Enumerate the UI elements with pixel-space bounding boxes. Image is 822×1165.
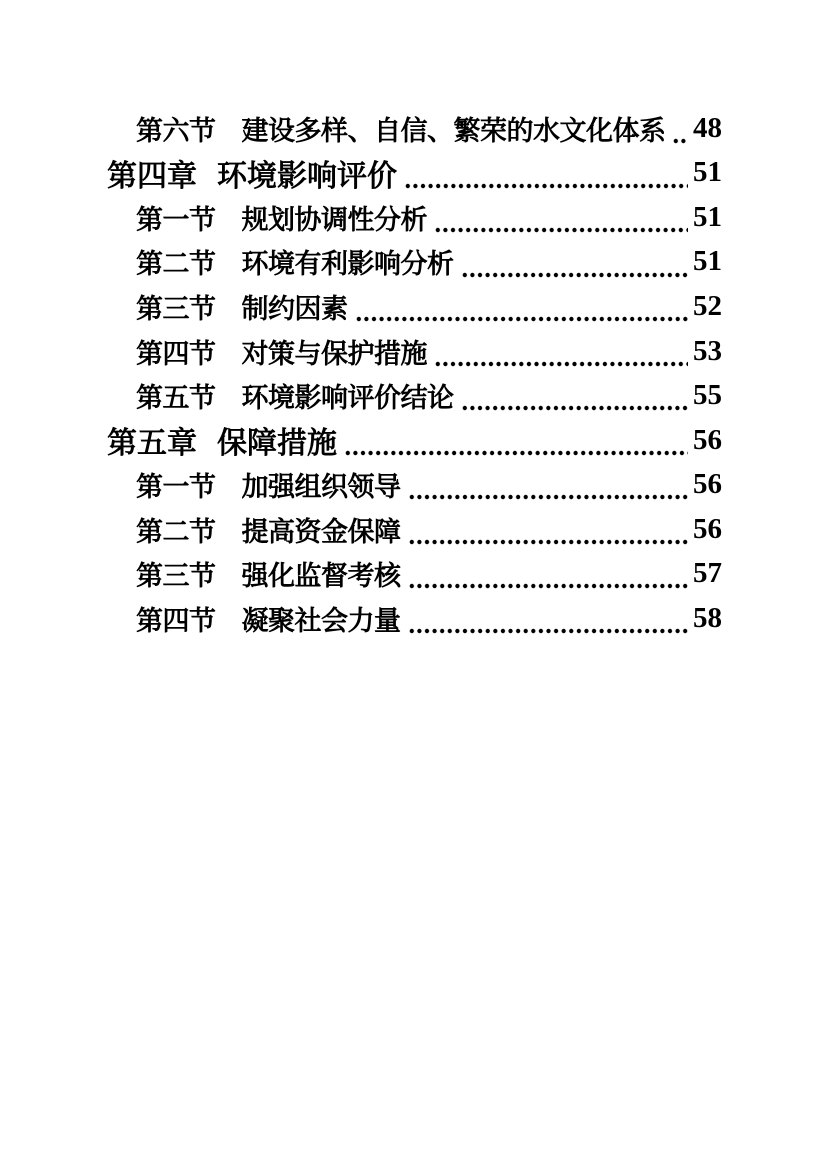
toc-entry-label: 第五节 <box>136 383 216 414</box>
toc-entry-label: 第四节 <box>136 605 216 636</box>
toc-entry-title: 加强组织领导 <box>241 472 401 503</box>
toc-entry-label: 第六节 <box>136 115 216 146</box>
toc-page-number: 58 <box>693 601 722 634</box>
toc-entry <box>0 284 822 329</box>
toc-dot-leader <box>434 329 688 374</box>
toc-dot-leader <box>355 284 689 329</box>
toc-entry <box>0 195 822 240</box>
toc-dot-leader <box>344 418 688 463</box>
toc-entry <box>0 106 822 151</box>
toc-entry-label: 第四章 <box>107 159 197 193</box>
toc-entry-title: 建设多样、自信、繁荣的水文化体系 <box>241 115 665 146</box>
toc-dot-leader <box>408 507 689 552</box>
toc-entry <box>0 373 822 418</box>
toc-page-number: 52 <box>693 289 722 322</box>
toc-dot-leader <box>672 106 688 151</box>
toc-entry-title: 提高资金保障 <box>241 516 401 547</box>
toc-page-number: 56 <box>693 512 722 545</box>
toc-dot-leader <box>461 240 689 285</box>
toc-entry <box>0 418 822 463</box>
toc-entry-label: 第一节 <box>136 204 216 235</box>
toc-dot-leader <box>408 596 689 641</box>
toc-page-number: 57 <box>693 557 722 590</box>
toc <box>0 106 822 641</box>
toc-entry <box>0 240 822 285</box>
toc-entry <box>0 151 822 196</box>
toc-page-number: 53 <box>693 334 722 367</box>
toc-entry-title: 凝聚社会力量 <box>241 605 401 636</box>
toc-entry <box>0 551 822 596</box>
toc-page-number: 56 <box>693 423 722 456</box>
toc-entry-label: 第五章 <box>107 427 197 461</box>
toc-entry-title: 保障措施 <box>217 427 337 461</box>
toc-dot-leader <box>461 373 689 418</box>
toc-dot-leader <box>434 195 688 240</box>
toc-entry-label: 第三节 <box>136 293 216 324</box>
toc-entry-title: 环境有利影响分析 <box>241 249 454 280</box>
toc-entry-title: 环境影响评价 <box>217 159 397 193</box>
toc-entry-title: 强化监督考核 <box>241 561 401 592</box>
toc-entry-title: 对策与保护措施 <box>241 338 427 369</box>
toc-page-number: 48 <box>693 111 722 144</box>
toc-page-number: 51 <box>693 156 722 189</box>
toc-dot-leader <box>408 551 689 596</box>
toc-page-number: 56 <box>693 468 722 501</box>
toc-entry-label: 第三节 <box>136 561 216 592</box>
toc-page-number: 51 <box>693 200 722 233</box>
toc-entry-title: 制约因素 <box>241 293 348 324</box>
toc-dot-leader <box>408 462 689 507</box>
toc-entry <box>0 329 822 374</box>
toc-entry <box>0 507 822 552</box>
toc-entry-title: 环境影响评价结论 <box>241 383 454 414</box>
toc-dot-leader <box>404 151 688 196</box>
toc-entry-label: 第一节 <box>136 472 216 503</box>
toc-page-number: 55 <box>693 379 722 412</box>
toc-entry-title: 规划协调性分析 <box>241 204 427 235</box>
toc-entry-label: 第四节 <box>136 338 216 369</box>
toc-entry-label: 第二节 <box>136 516 216 547</box>
toc-entry <box>0 462 822 507</box>
toc-entry <box>0 596 822 641</box>
toc-page-number: 51 <box>693 245 722 278</box>
toc-entry-label: 第二节 <box>136 249 216 280</box>
